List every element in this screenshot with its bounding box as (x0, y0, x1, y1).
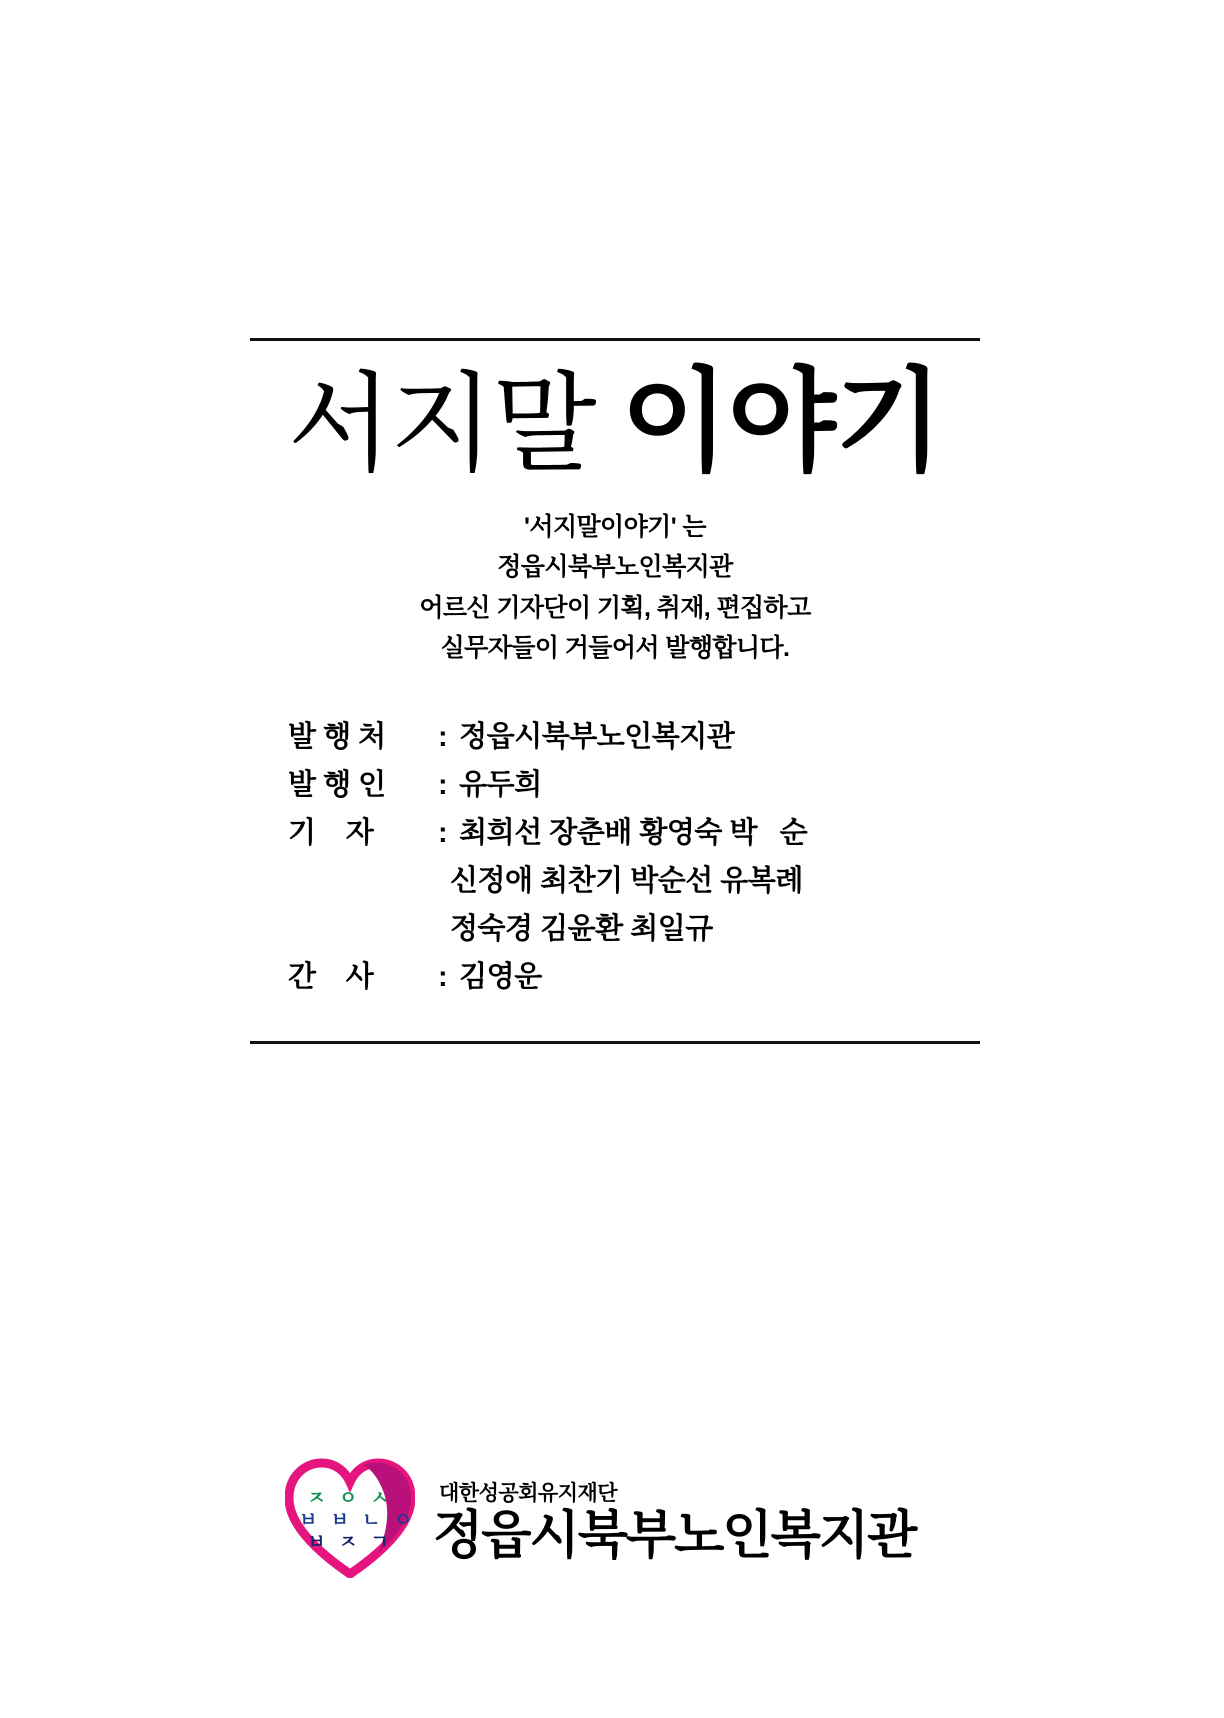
credit-row (288, 809, 980, 857)
logo-initials (299, 1487, 417, 1555)
credit-value: 정숙경 김윤환 최일규 (450, 913, 713, 946)
logo-initials-row-3: ㅂ ㅈ ㄱ (307, 1532, 393, 1554)
publication-description (250, 507, 980, 669)
description-line-2: 정읍시북부노인복지관 (497, 553, 733, 582)
credit-separator: : (438, 816, 448, 849)
logo-wordmark (433, 1477, 915, 1564)
credit-label: 간 사 (288, 961, 374, 994)
logo-organization-name: 정읍시북부노인복지관 (433, 1506, 916, 1565)
logo-initials-row-1: ㅈ ㅇ ㅅ (307, 1487, 393, 1509)
credit-value: 최희선 장춘배 황영숙 박 순 (459, 816, 808, 849)
description-line-3: 어르신 기자단이 기획, 취재, 편집하고 (419, 593, 811, 622)
organization-logo (285, 1455, 945, 1585)
credit-label: 발 행 처 (288, 720, 386, 753)
bottom-divider-rule (250, 1041, 980, 1044)
credit-value: 유두희 (459, 768, 542, 801)
credits-block (288, 713, 980, 1002)
credit-row (288, 761, 980, 809)
credit-value: 신정애 최찬기 박순선 유복례 (450, 864, 803, 897)
publication-title (250, 359, 980, 485)
credit-row-continuation (288, 905, 980, 953)
title-part-light: 서지말 (287, 363, 595, 485)
credit-row-continuation (288, 857, 980, 905)
masthead (250, 338, 980, 1044)
credit-separator: : (438, 720, 448, 753)
logo-mark (285, 1458, 415, 1583)
description-line-1: '서지말이야기' 는 (524, 512, 706, 541)
description-line-4: 실무자들이 거들어서 발행합니다. (440, 634, 790, 663)
logo-foundation-name: 대한성공회유지재단 (439, 1481, 618, 1505)
credit-label: 기 자 (288, 816, 374, 849)
credit-separator: : (438, 768, 448, 801)
credit-row (288, 953, 980, 1001)
credit-row (288, 713, 980, 761)
credit-value: 김영운 (459, 961, 542, 994)
title-part-bold: 이야기 (620, 359, 943, 484)
credit-label: 발 행 인 (288, 768, 386, 801)
credit-value: 정읍시북부노인복지관 (459, 720, 735, 753)
logo-initials-row-2: ㅂ ㅂ ㄴ ㅇ (299, 1509, 417, 1531)
top-divider-rule (250, 338, 980, 341)
credit-separator: : (438, 961, 448, 994)
